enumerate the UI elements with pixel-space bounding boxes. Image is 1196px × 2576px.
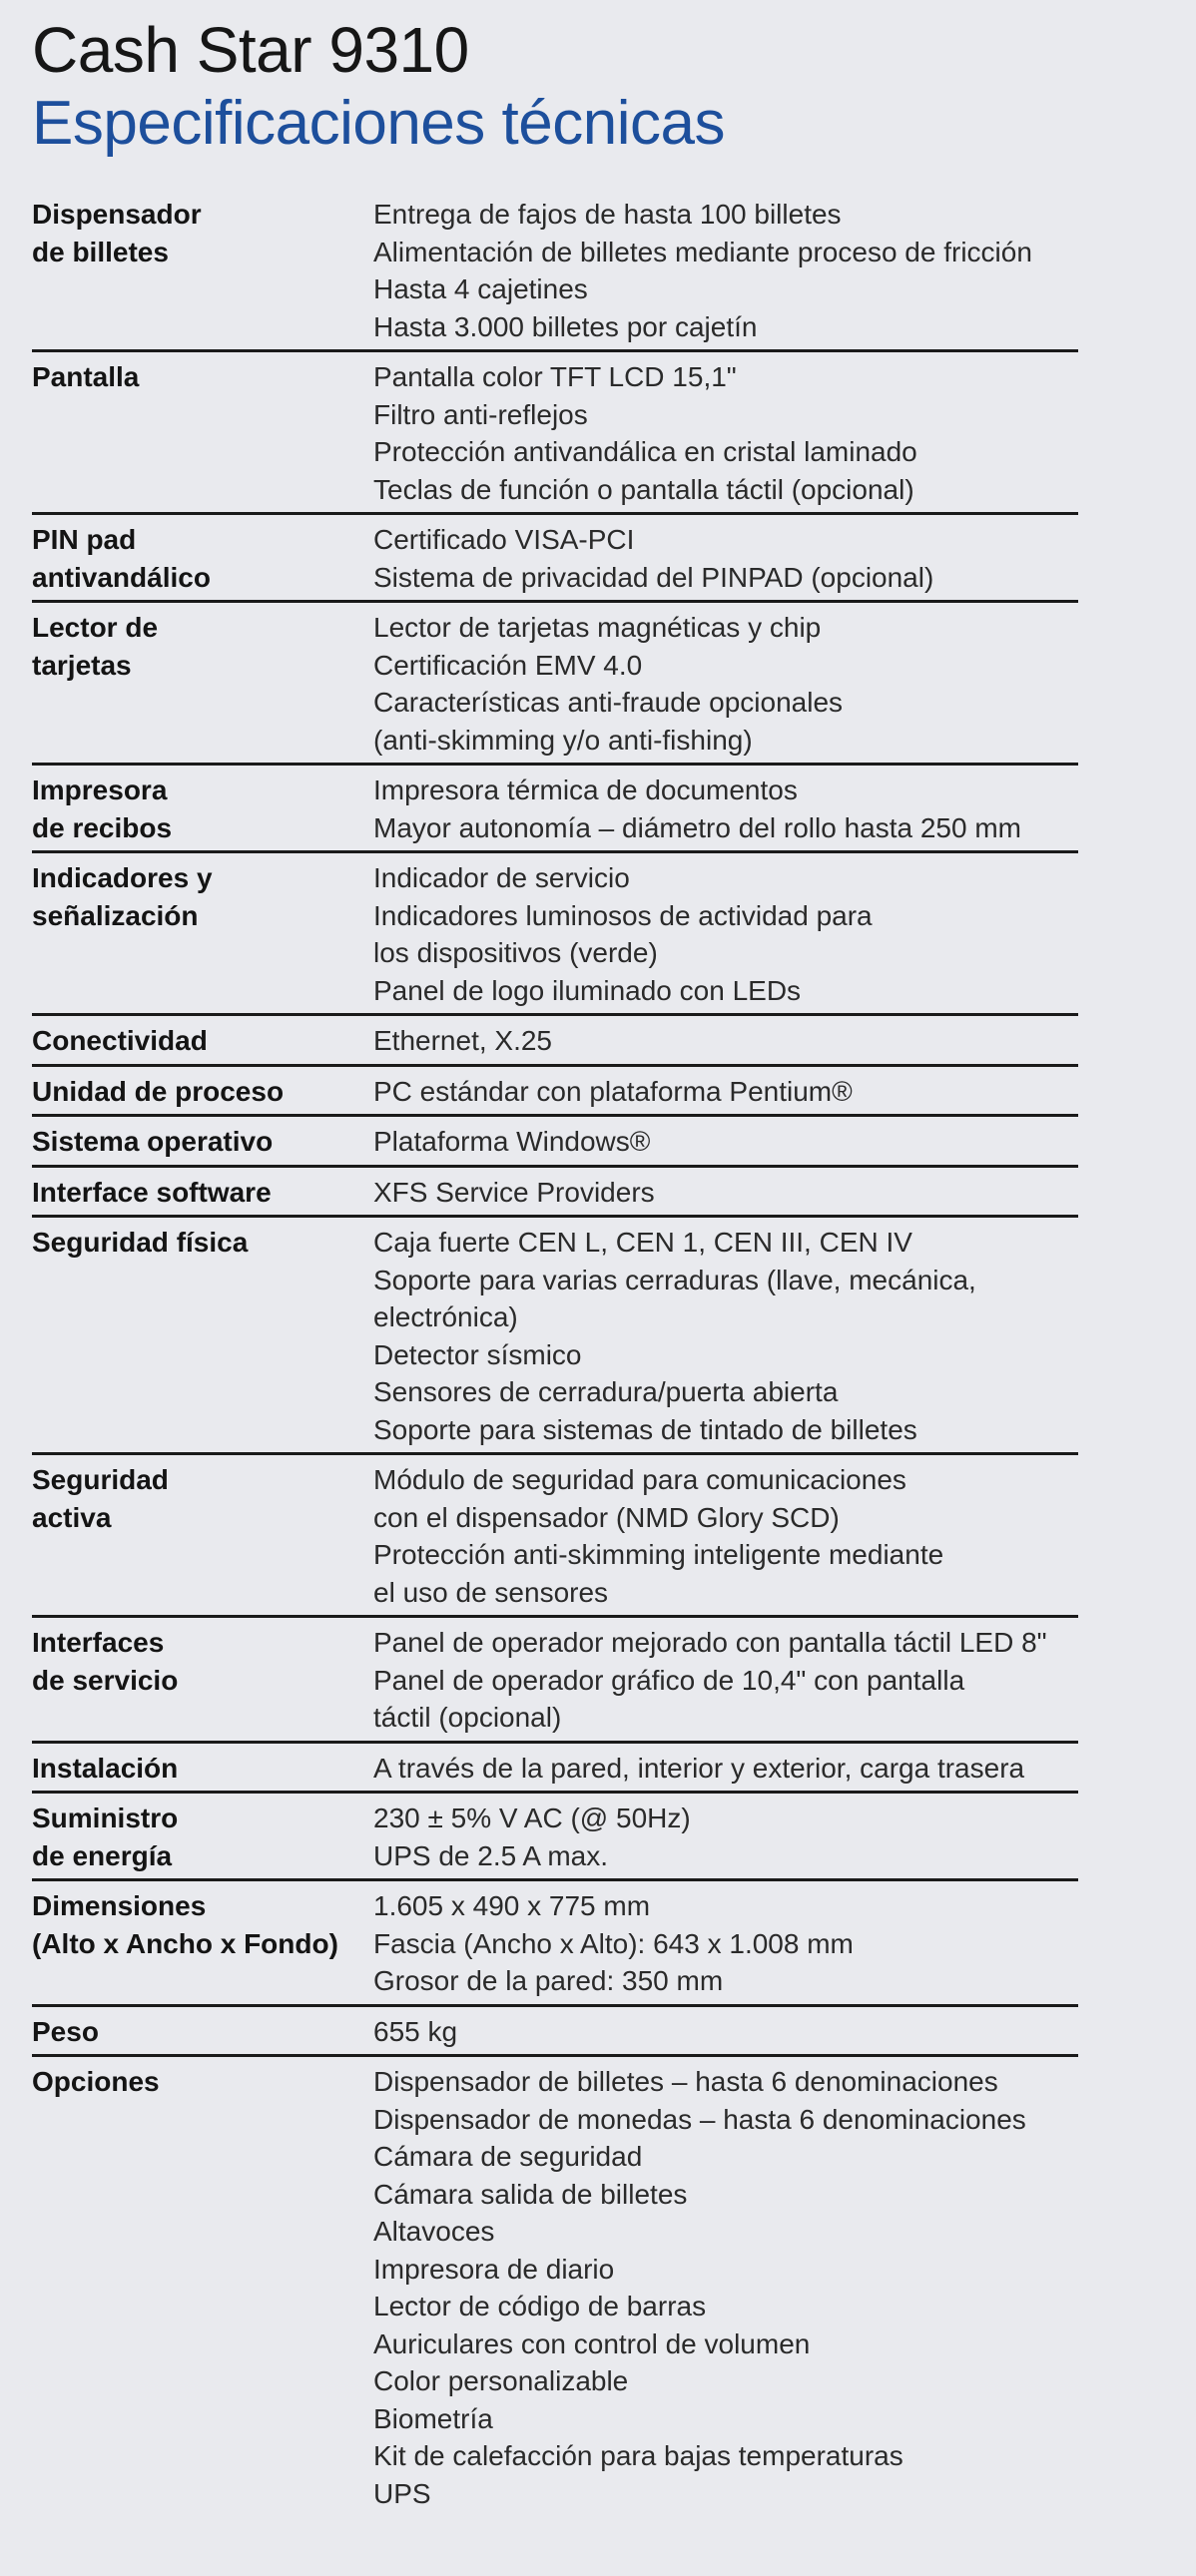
spec-values bbox=[373, 358, 1078, 508]
spec-row bbox=[32, 1794, 1078, 1881]
spec-label: Suministro de energía bbox=[32, 1803, 179, 1871]
spec-value-line: Protección antivandálica en cristal laminado bbox=[373, 436, 917, 467]
spec-value-line: Fascia (Ancho x Alto): 643 x 1.008 mm bbox=[373, 1927, 854, 1959]
spec-value-line: Soporte para sistemas de tintado de billetes bbox=[373, 1413, 917, 1445]
spec-row bbox=[32, 2057, 1078, 2516]
spec-value-line: Plataforma Windows® bbox=[373, 1126, 651, 1157]
spec-row bbox=[32, 1744, 1078, 1795]
spec-values bbox=[373, 609, 1078, 759]
spec-value-line: Mayor autonomía – diámetro del rollo hasta 250 mm bbox=[373, 811, 1021, 843]
spec-row bbox=[32, 2007, 1078, 2058]
spec-value-line: Cámara salida de billetes bbox=[373, 2178, 688, 2210]
spec-value-line: Hasta 3.000 billetes por cajetín bbox=[373, 310, 758, 342]
spec-label: Impresora de recibos bbox=[32, 774, 173, 843]
spec-values bbox=[373, 2013, 1078, 2051]
spec-label: Dimensiones (Alto x Ancho x Fondo) bbox=[32, 1890, 338, 1959]
spec-row bbox=[32, 1618, 1078, 1744]
spec-value-line: Panel de logo iluminado con LEDs bbox=[373, 974, 802, 1006]
spec-value-line: Pantalla color TFT LCD 15,1" bbox=[373, 361, 737, 392]
spec-value-line: Ethernet, X.25 bbox=[373, 1025, 553, 1056]
spec-values bbox=[373, 196, 1078, 345]
spec-row bbox=[32, 603, 1078, 766]
spec-row bbox=[32, 1117, 1078, 1168]
spec-table bbox=[32, 190, 1078, 2516]
spec-value-line: Kit de calefacción para bajas temperaturas bbox=[373, 2440, 903, 2471]
spec-label: Sistema operativo bbox=[32, 1126, 274, 1157]
spec-value-line: Protección anti-skimming inteligente mediante bbox=[373, 1539, 944, 1570]
spec-value-line: Lector de tarjetas magnéticas y chip bbox=[373, 612, 822, 643]
spec-value-line: Color personalizable bbox=[373, 2365, 629, 2396]
spec-row bbox=[32, 1016, 1078, 1067]
spec-label: Conectividad bbox=[32, 1025, 208, 1056]
spec-label: Peso bbox=[32, 2015, 99, 2047]
spec-value-line: Impresora térmica de documentos bbox=[373, 774, 798, 805]
spec-values bbox=[373, 1073, 1078, 1111]
spec-value-line: con el dispensador (NMD Glory SCD) bbox=[373, 1501, 840, 1533]
spec-values bbox=[373, 1461, 1078, 1611]
spec-values bbox=[373, 1224, 1078, 1448]
spec-value-line: Sensores de cerradura/puerta abierta bbox=[373, 1376, 839, 1407]
spec-value-line: Módulo de seguridad para comunicaciones bbox=[373, 1464, 906, 1495]
spec-label: Seguridad activa bbox=[32, 1464, 169, 1533]
spec-label: Pantalla bbox=[32, 361, 140, 392]
spec-values bbox=[373, 1800, 1078, 1874]
spec-value-line: Altavoces bbox=[373, 2216, 495, 2247]
spec-row bbox=[32, 853, 1078, 1016]
spec-value-line: los dispositivos (verde) bbox=[373, 937, 658, 968]
spec-value-line: Entrega de fajos de hasta 100 billetes bbox=[373, 199, 842, 230]
spec-label: Dispensador de billetes bbox=[32, 199, 202, 267]
spec-values bbox=[373, 2063, 1078, 2512]
spec-sheet-subtitle: Especificaciones técnicas bbox=[32, 89, 725, 158]
spec-row bbox=[32, 190, 1078, 352]
spec-label: PIN pad antivandálico bbox=[32, 524, 211, 593]
spec-values bbox=[373, 772, 1078, 846]
spec-row bbox=[32, 1881, 1078, 2007]
spec-label: Unidad de proceso bbox=[32, 1075, 285, 1107]
spec-label: Instalación bbox=[32, 1752, 179, 1784]
spec-values bbox=[373, 1174, 1078, 1212]
spec-value-line: Alimentación de billetes mediante proceso de fricción bbox=[373, 236, 1032, 267]
spec-value-line: Certificación EMV 4.0 bbox=[373, 649, 643, 681]
spec-value-line: Panel de operador mejorado con pantalla táctil LED 8" bbox=[373, 1627, 1047, 1658]
spec-value-line: Cámara de seguridad bbox=[373, 2141, 643, 2172]
spec-value-line: Impresora de diario bbox=[373, 2253, 615, 2285]
spec-value-line: Dispensador de monedas – hasta 6 denominaciones bbox=[373, 2103, 1026, 2135]
spec-value-line: 230 ± 5% V AC (@ 50Hz) bbox=[373, 1803, 691, 1833]
spec-row bbox=[32, 1067, 1078, 1118]
spec-value-line: XFS Service Providers bbox=[373, 1176, 655, 1208]
spec-value-line: UPS bbox=[373, 2477, 431, 2509]
spec-row bbox=[32, 1455, 1078, 1618]
spec-value-line: Sistema de privacidad del PINPAD (opcional) bbox=[373, 561, 934, 593]
spec-value-line: (anti-skimming y/o anti-fishing) bbox=[373, 724, 753, 756]
spec-label: Opciones bbox=[32, 2066, 160, 2097]
spec-value-line: Caja fuerte CEN L, CEN 1, CEN III, CEN IV bbox=[373, 1227, 912, 1258]
spec-value-line: Dispensador de billetes – hasta 6 denominaciones bbox=[373, 2066, 998, 2097]
spec-values bbox=[373, 1750, 1078, 1788]
spec-row bbox=[32, 766, 1078, 853]
spec-values bbox=[373, 859, 1078, 1009]
spec-label: Interface software bbox=[32, 1176, 272, 1208]
spec-label: Lector de tarjetas bbox=[32, 612, 159, 681]
spec-values bbox=[373, 1887, 1078, 2000]
spec-values bbox=[373, 1123, 1078, 1161]
spec-label: Seguridad física bbox=[32, 1227, 249, 1258]
spec-value-line: 655 kg bbox=[373, 2015, 458, 2047]
spec-value-line: Filtro anti-reflejos bbox=[373, 398, 588, 430]
spec-value-line: Panel de operador gráfico de 10,4" con pantalla bbox=[373, 1664, 965, 1696]
spec-values bbox=[373, 521, 1078, 596]
spec-value-line: Indicador de servicio bbox=[373, 862, 630, 893]
spec-value-line: 1.605 x 490 x 775 mm bbox=[373, 1890, 651, 1921]
spec-value-line: Hasta 4 cajetines bbox=[373, 273, 588, 304]
spec-value-line: el uso de sensores bbox=[373, 1576, 609, 1608]
spec-row bbox=[32, 352, 1078, 515]
spec-value-line: Características anti-fraude opcionales bbox=[373, 687, 844, 718]
spec-label: Indicadores y señalización bbox=[32, 862, 213, 931]
product-title: Cash Star 9310 bbox=[32, 14, 469, 86]
spec-label: Interfaces de servicio bbox=[32, 1627, 179, 1696]
spec-value-line: Certificado VISA-PCI bbox=[373, 524, 635, 555]
spec-value-line: Auriculares con control de volumen bbox=[373, 2327, 811, 2359]
spec-value-line: Lector de código de barras bbox=[373, 2291, 707, 2321]
spec-value-line: UPS de 2.5 A max. bbox=[373, 1839, 609, 1871]
spec-value-line: táctil (opcional) bbox=[373, 1702, 562, 1733]
spec-values bbox=[373, 1624, 1078, 1737]
spec-row bbox=[32, 1168, 1078, 1219]
spec-value-line: Grosor de la pared: 350 mm bbox=[373, 1965, 724, 1996]
spec-value-line: PC estándar con plataforma Pentium® bbox=[373, 1075, 853, 1107]
spec-value-line: Indicadores luminosos de actividad para bbox=[373, 899, 873, 931]
spec-row bbox=[32, 1218, 1078, 1455]
spec-value-line: A través de la pared, interior y exterior, carga trasera bbox=[373, 1752, 1025, 1784]
spec-row bbox=[32, 515, 1078, 603]
spec-value-line: Soporte para varias cerraduras (llave, mecánica, bbox=[373, 1264, 976, 1295]
spec-value-line: Detector sísmico bbox=[373, 1338, 582, 1370]
spec-values bbox=[373, 1022, 1078, 1060]
spec-value-line: electrónica) bbox=[373, 1301, 518, 1332]
spec-value-line: Teclas de función o pantalla táctil (opcional) bbox=[373, 473, 914, 505]
spec-value-line: Biometría bbox=[373, 2402, 493, 2434]
